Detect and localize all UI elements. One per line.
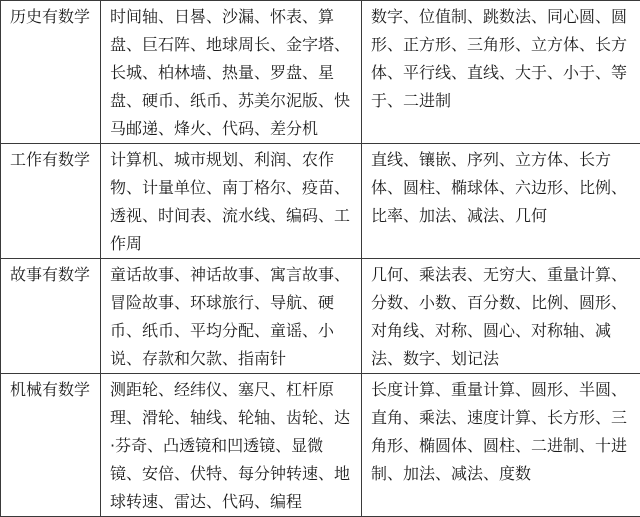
- concepts-cell: 直线、镶嵌、序列、立方体、长方体、圆柱、椭球体、六边形、比例、比率、加法、减法、几何: [362, 144, 640, 259]
- table-row: [1, 144, 640, 259]
- category-cell: 故事有数学: [1, 259, 101, 374]
- category-cell: 工作有数学: [1, 144, 101, 259]
- table-row: [1, 259, 640, 374]
- topics-cell: 测距轮、经纬仪、塞尺、杠杆原理、滑轮、轴线、轮轴、齿轮、达·芬奇、凸透镜和凹透镜、显微镜、安倍、伏特、每分钟转速、地球转速、雷达、代码、编程: [101, 374, 362, 517]
- category-cell: 机械有数学: [1, 374, 101, 517]
- table-row: [1, 374, 640, 517]
- table-row: [1, 1, 640, 144]
- concepts-cell: 数字、位值制、跳数法、同心圆、圆形、正方形、三角形、立方体、长方体、平行线、直线、大于、小于、等于、二进制: [362, 1, 640, 144]
- topics-cell: 计算机、城市规划、利润、农作物、计量单位、南丁格尔、疫苗、透视、时间表、流水线、编码、工作周: [101, 144, 362, 259]
- category-cell: 历史有数学: [1, 1, 101, 144]
- concepts-cell: 长度计算、重量计算、圆形、半圆、直角、乘法、速度计算、长方形、三角形、椭圆体、圆柱、二进制、十进制、加法、减法、度数: [362, 374, 640, 517]
- concepts-cell: 几何、乘法表、无穷大、重量计算、分数、小数、百分数、比例、圆形、对角线、对称、圆心、对称轴、减法、数字、划记法: [362, 259, 640, 374]
- topics-cell: 童话故事、神话故事、寓言故事、冒险故事、环球旅行、导航、硬币、纸币、平均分配、童谣、小说、存款和欠款、指南针: [101, 259, 362, 374]
- topics-cell: 时间轴、日晷、沙漏、怀表、算盘、巨石阵、地球周长、金字塔、长城、柏林墙、热量、罗盘、星盘、硬币、纸币、苏美尔泥版、快马邮递、烽火、代码、差分机: [101, 1, 362, 144]
